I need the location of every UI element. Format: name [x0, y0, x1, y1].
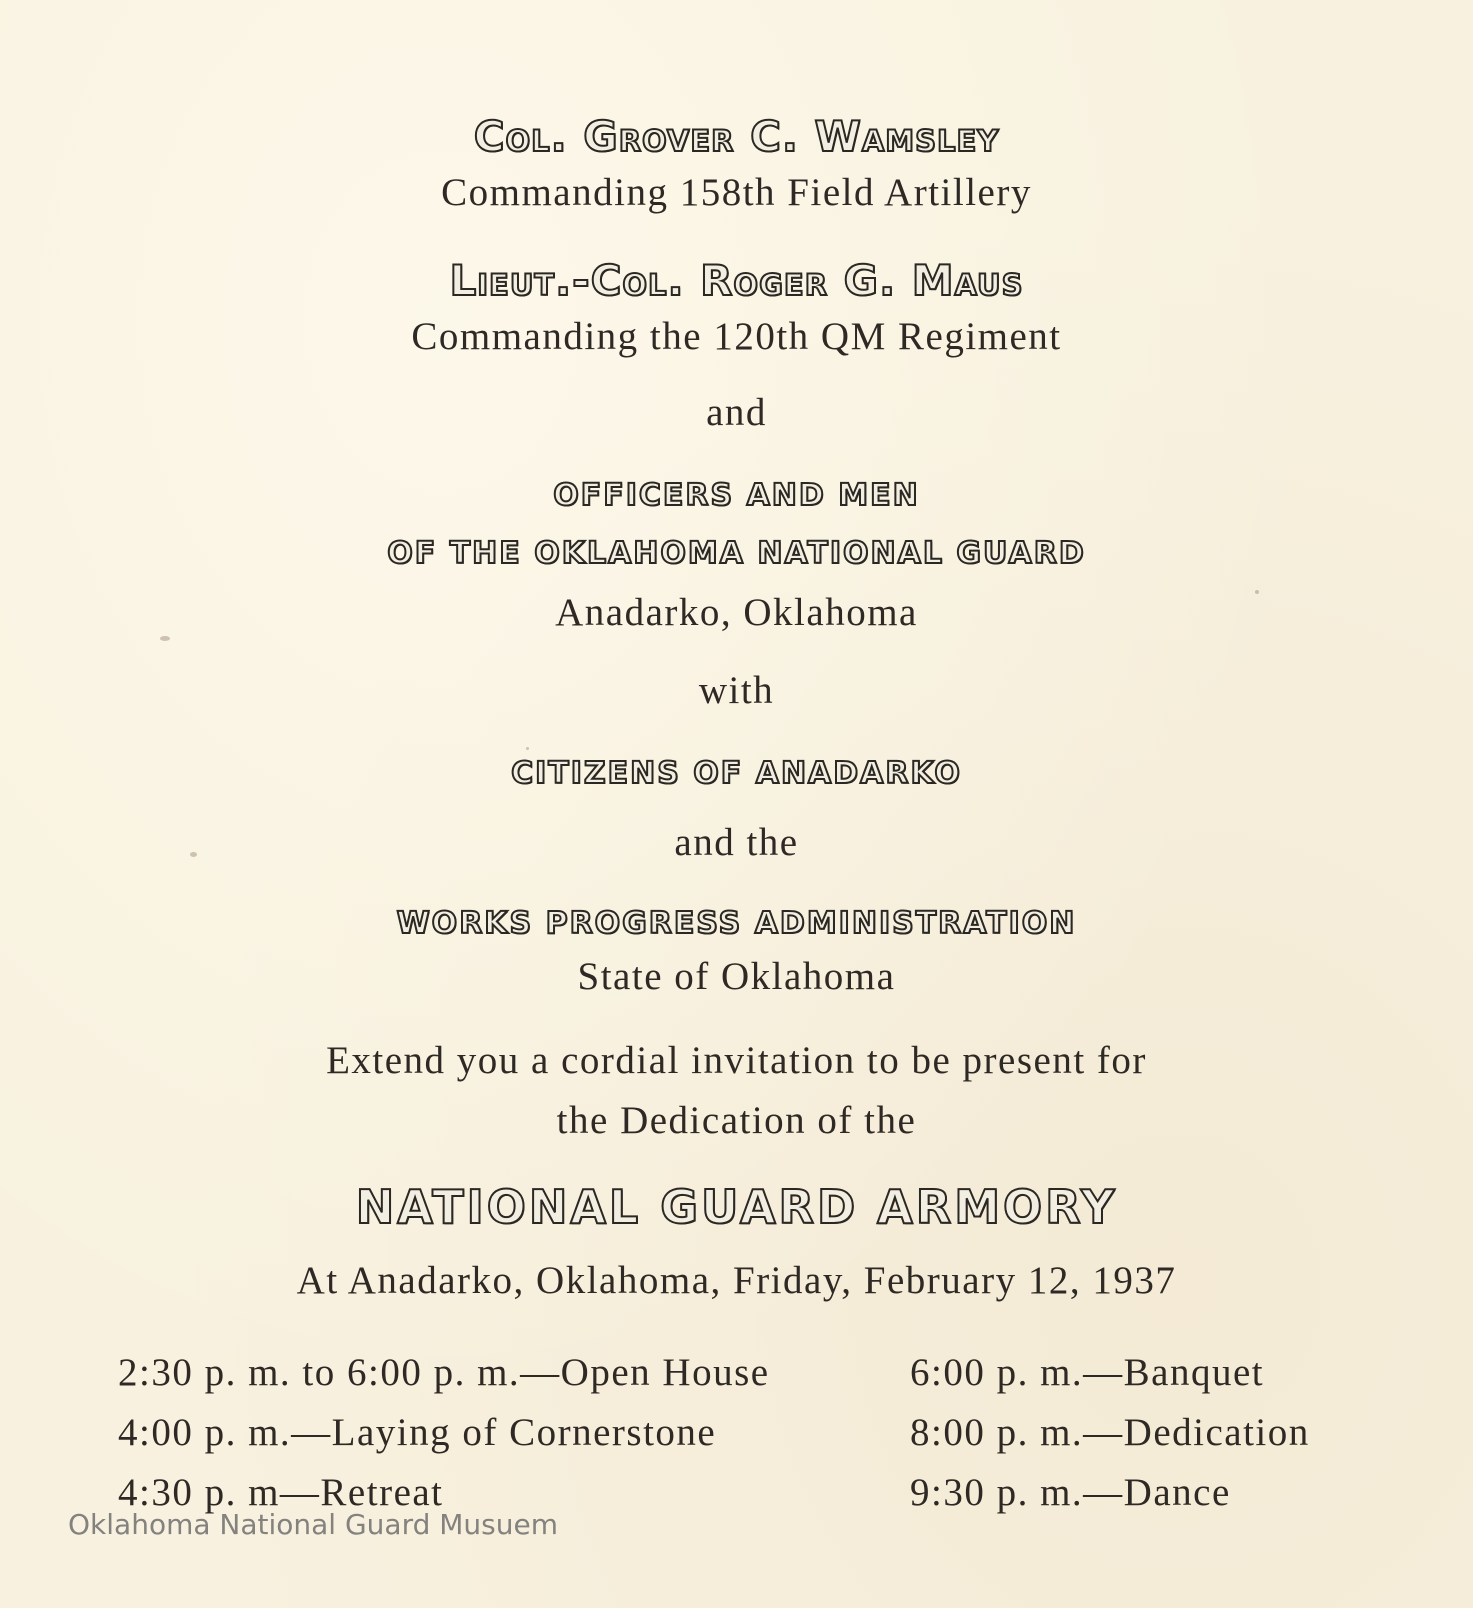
group3-name: WORKS PROGRESS ADMINISTRATION [396, 906, 1077, 941]
schedule-item-dedication: 8:00 p. m.—Dedication [910, 1411, 1310, 1454]
group2-name: CITIZENS OF ANADARKO [511, 756, 962, 791]
host1-role: Commanding 158th Field Artillery [441, 171, 1032, 214]
host2-role: Commanding the 120th QM Regiment [411, 315, 1062, 358]
museum-watermark: Oklahoma National Guard Musuem [68, 1508, 559, 1541]
schedule-item-dance: 9:30 p. m.—Dance [910, 1471, 1231, 1514]
host1-name: Col. Grover C. Wamsley [473, 112, 1000, 161]
event-date: At Anadarko, Oklahoma, Friday, February 12, 1937 [296, 1259, 1177, 1302]
group3-location: State of Oklahoma [577, 955, 896, 998]
conjunction-and-the: and the [674, 821, 799, 864]
schedule-item-open-house: 2:30 p. m. to 6:00 p. m.—Open House [118, 1351, 770, 1394]
paper-speck [1255, 590, 1259, 594]
event-title: NATIONAL GUARD ARMORY [355, 1180, 1118, 1234]
invitation-text-line1: Extend you a cordial invitation to be present for [326, 1039, 1147, 1082]
paper-speck [160, 636, 170, 641]
paper-speck [526, 747, 529, 750]
group1-line1: OFFICERS AND MEN [553, 478, 920, 513]
schedule-item-banquet: 6:00 p. m.—Banquet [910, 1351, 1265, 1394]
paper-speck [190, 852, 197, 857]
schedule-item-retreat: 4:30 p. m—Retreat [118, 1471, 444, 1514]
conjunction-and: and [706, 391, 767, 434]
conjunction-with: with [698, 669, 775, 712]
schedule-item-cornerstone: 4:00 p. m.—Laying of Cornerstone [118, 1411, 717, 1454]
invitation-text-line2: the Dedication of the [556, 1099, 917, 1142]
group1-line2: OF THE OKLAHOMA NATIONAL GUARD [387, 536, 1086, 571]
host2-name: Lieut.-Col. Roger G. Maus [449, 256, 1024, 305]
group1-location: Anadarko, Oklahoma [555, 591, 918, 634]
